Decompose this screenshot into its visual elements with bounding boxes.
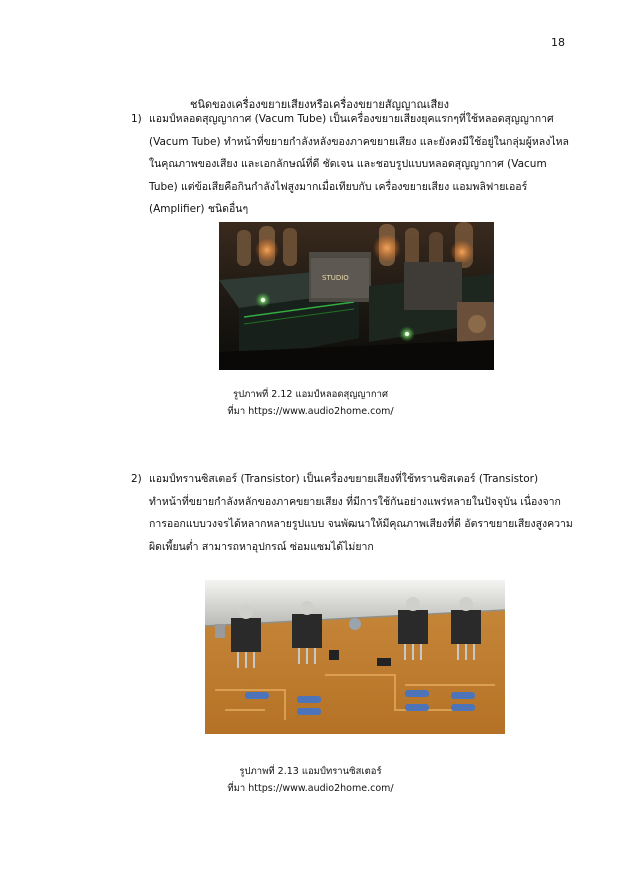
figure-caption-2-12 (0, 386, 621, 420)
paragraph-line: ผิดเพี้ยนต่ำ สามารถหาอุปกรณ์ ซ่อมแซมได้ไม่ยาก (149, 540, 374, 553)
list-item-vacuum-tube (131, 108, 571, 221)
paragraph-line: (Vacum Tube) ทำหน้าที่ขยายกำลังหลังของภาคขยายเสียง และยังคงมีใช้อยู่ในกลุ่มผู้หลงไหล (149, 135, 569, 148)
paragraph-line: Tube) แต่ข้อเสียคือกินกำลังไฟสูงมากเมื่อเทียบกับ เครื่องขยายเสียง แอมพลิฟายเออร์ (149, 180, 528, 193)
vacuum-tube-amp-image (219, 222, 494, 370)
caption-source: ที่มา https://www.audio2home.com/ (227, 783, 394, 794)
list-item-number: 1) (131, 113, 142, 125)
transistor-amp-image (205, 580, 505, 734)
caption-title: รูปภาพที่ 2.13 แอมป์ทรานซิสเตอร์ (239, 766, 382, 777)
list-item-number: 2) (131, 473, 142, 485)
brand-label: STUDIO (322, 274, 349, 282)
paragraph-line: (Amplifier) ชนิดอื่นๆ (149, 203, 249, 215)
caption-source: ที่มา https://www.audio2home.com/ (227, 406, 394, 417)
paragraph-line: แอมป์ทรานซิสเตอร์ (Transistor) เป็นเครื่องขยายเสียงที่ใช้ทรานซิสเตอร์ (Transistor) (149, 473, 539, 485)
paragraph-line: ในคุณภาพของเสียง และเอกลักษณ์ที่ดี ชัดเจน และชอบรูปแบบหลอดสุญญากาศ (Vacum (149, 158, 547, 170)
page-number: 18 (551, 36, 565, 49)
caption-title: รูปภาพที่ 2.12 แอมป์หลอดสุญญากาศ (233, 389, 388, 400)
figure-caption-2-13 (0, 763, 621, 797)
section-heading: ชนิดของเครื่องขยายเสียงหรือเครื่องขยายสัญญาณเสียง (190, 98, 449, 111)
list-item-transistor (131, 468, 571, 558)
paragraph-line: แอมป์หลอดสุญญากาศ (Vacum Tube) เป็นเครื่องขยายเสียงยุคแรกๆที่ใช้หลอดสุญญากาศ (149, 113, 554, 125)
paragraph-line: การออกแบบวงจรได้หลากหลายรูปแบบ จนพัฒนาให้มีคุณภาพเสียงที่ดี อัตราขยายเสียงสูงความ (149, 518, 573, 530)
paragraph-line: ทำหน้าที่ขยายกำลังหลักของภาคขยายเสียง ที่มีการใช้กันอย่างแพร่หลายในปัจจุบัน เนื่องจาก (149, 495, 561, 508)
